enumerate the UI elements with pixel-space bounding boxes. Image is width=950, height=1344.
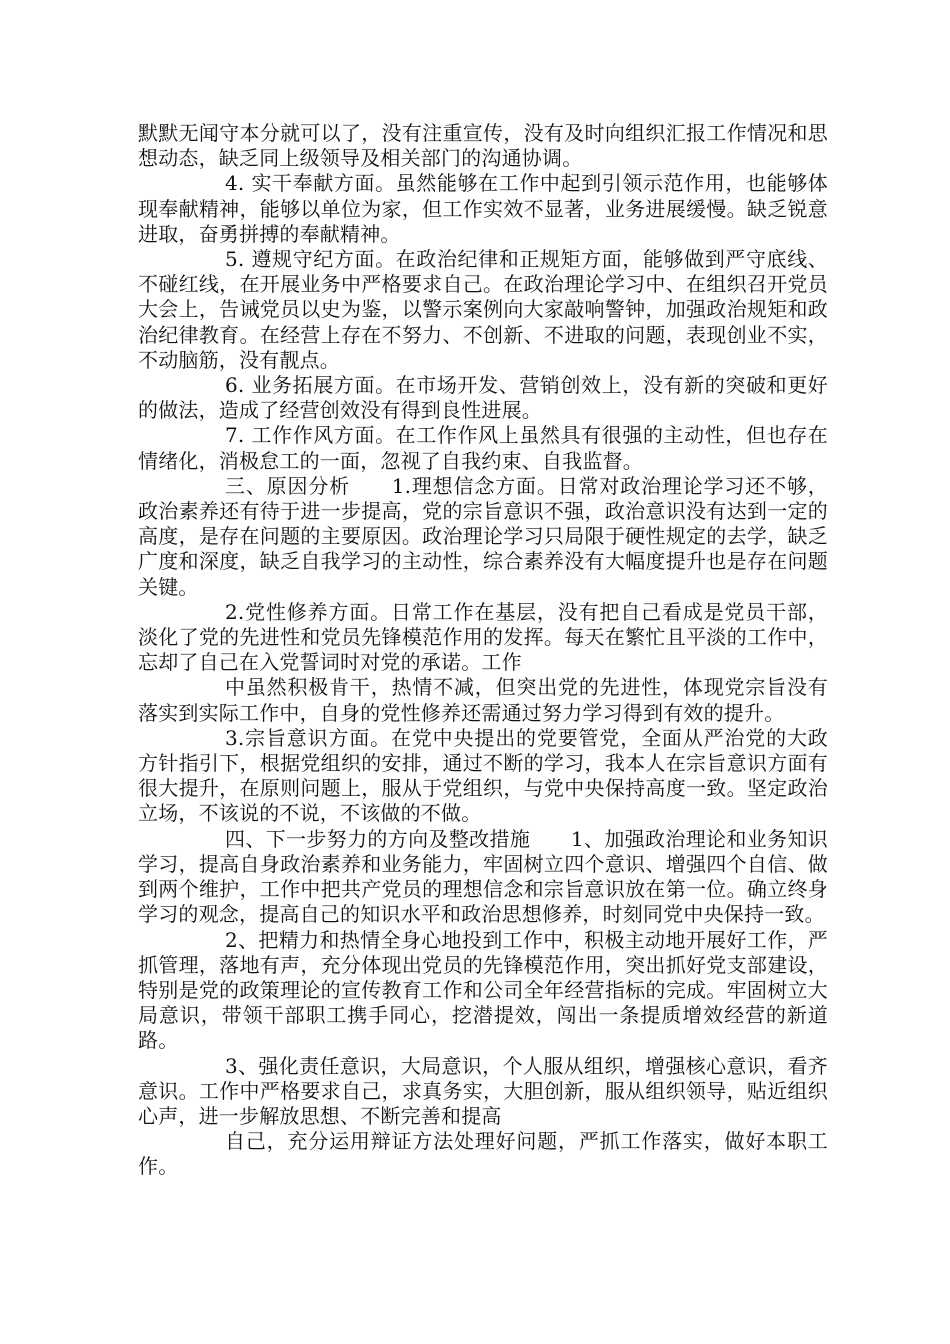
- paragraph-8: 中虽然积极肯干，热情不减，但突出党的先进性，体现党宗旨没有落实到实际工作中，自身的党性修养还需通过努力学习得到有效的提升。: [138, 675, 828, 725]
- paragraph-4: 6. 业务拓展方面。在市场开发、营销创效上，没有新的突破和更好的做法，造成了经营创效没有得到良性进展。: [138, 373, 828, 423]
- paragraph-2: 4. 实干奉献方面。虽然能够在工作中起到引领示范作用，也能够体现奉献精神，能够以单位为家，但工作实效不显著，业务进展缓慢。缺乏锐意进取，奋勇拼搏的奉献精神。: [138, 171, 828, 246]
- paragraph-7: 2.党性修养方面。日常工作在基层，没有把自己看成是党员干部，淡化了党的先进性和党员先锋模范作用的发挥。每天在繁忙且平淡的工作中，忘却了自己在入党誓词时对党的承诺。工作: [138, 599, 828, 675]
- paragraph-12: 3、强化责任意识，大局意识，个人服从组织，增强核心意识，看齐意识。工作中严格要求自己，求真务实，大胆创新，服从组织领导，贴近组织心声，进一步解放思想、不断完善和提高: [138, 1053, 828, 1128]
- paragraph-6: 三、原因分析 1.理想信念方面。日常对政治理论学习还不够，政治素养还有待于进一步提高，党的宗旨意识不强，政治意识没有达到一定的高度，是存在问题的主要原因。政治理论学习只局限于硬性规定的去学，缺乏广度和深度，缺乏自我学习的主动性，综合素养没有大幅度提升也是存在问题关键。: [138, 473, 828, 599]
- document-body: [138, 121, 828, 1180]
- paragraph-1: 默默无闻守本分就可以了，没有注重宣传，没有及时向组织汇报工作情况和思想动态，缺乏同上级领导及相关部门的沟通协调。: [138, 121, 828, 171]
- paragraph-3: 5. 遵规守纪方面。在政治纪律和正规矩方面，能够做到严守底线、不碰红线，在开展业务中严格要求自己。在政治理论学习中、在组织召开党员大会上，告诫党员以史为鉴，以警示案例向大家敲响警钟，加强政治规矩和政治纪律教育。在经营上存在不努力、不创新、不进取的问题，表现创业不实，不动脑筋，没有靓点。: [138, 247, 828, 372]
- paragraph-10: 四、下一步努力的方向及整改措施 1、加强政治理论和业务知识学习，提高自身政治素养和业务能力，牢固树立四个意识、增强四个自信、做到两个维护，工作中把共产党员的理想信念和宗旨意识放在第一位。确立终身学习的观念，提高自己的知识水平和政治思想修养，时刻同党中央保持一致。: [138, 826, 828, 927]
- paragraph-9: 3.宗旨意识方面。在党中央提出的党要管党，全面从严治党的大政方针指引下，根据党组织的安排，通过不断的学习，我本人在宗旨意识方面有很大提升，在原则问题上，服从于党组织，与党中央保持高度一致。坚定政治立场，不该说的不说，不该做的不做。: [138, 725, 828, 826]
- paragraph-11: 2、把精力和热情全身心地投到工作中，积极主动地开展好工作，严抓管理，落地有声，充分体现出党员的先锋模范作用，突出抓好党支部建设，特别是党的政策理论的宣传教育工作和公司全年经营指标的完成。牢固树立大局意识，带领干部职工携手同心，挖潜提效，闯出一条提质增效经营的新道路。: [138, 927, 828, 1053]
- paragraph-5: 7. 工作作风方面。在工作作风上虽然具有很强的主动性，但也存在情绪化，消极怠工的一面，忽视了自我约束、自我监督。: [138, 423, 828, 473]
- paragraph-13: 自己，充分运用辩证方法处理好问题，严抓工作落实，做好本职工作。: [138, 1129, 828, 1179]
